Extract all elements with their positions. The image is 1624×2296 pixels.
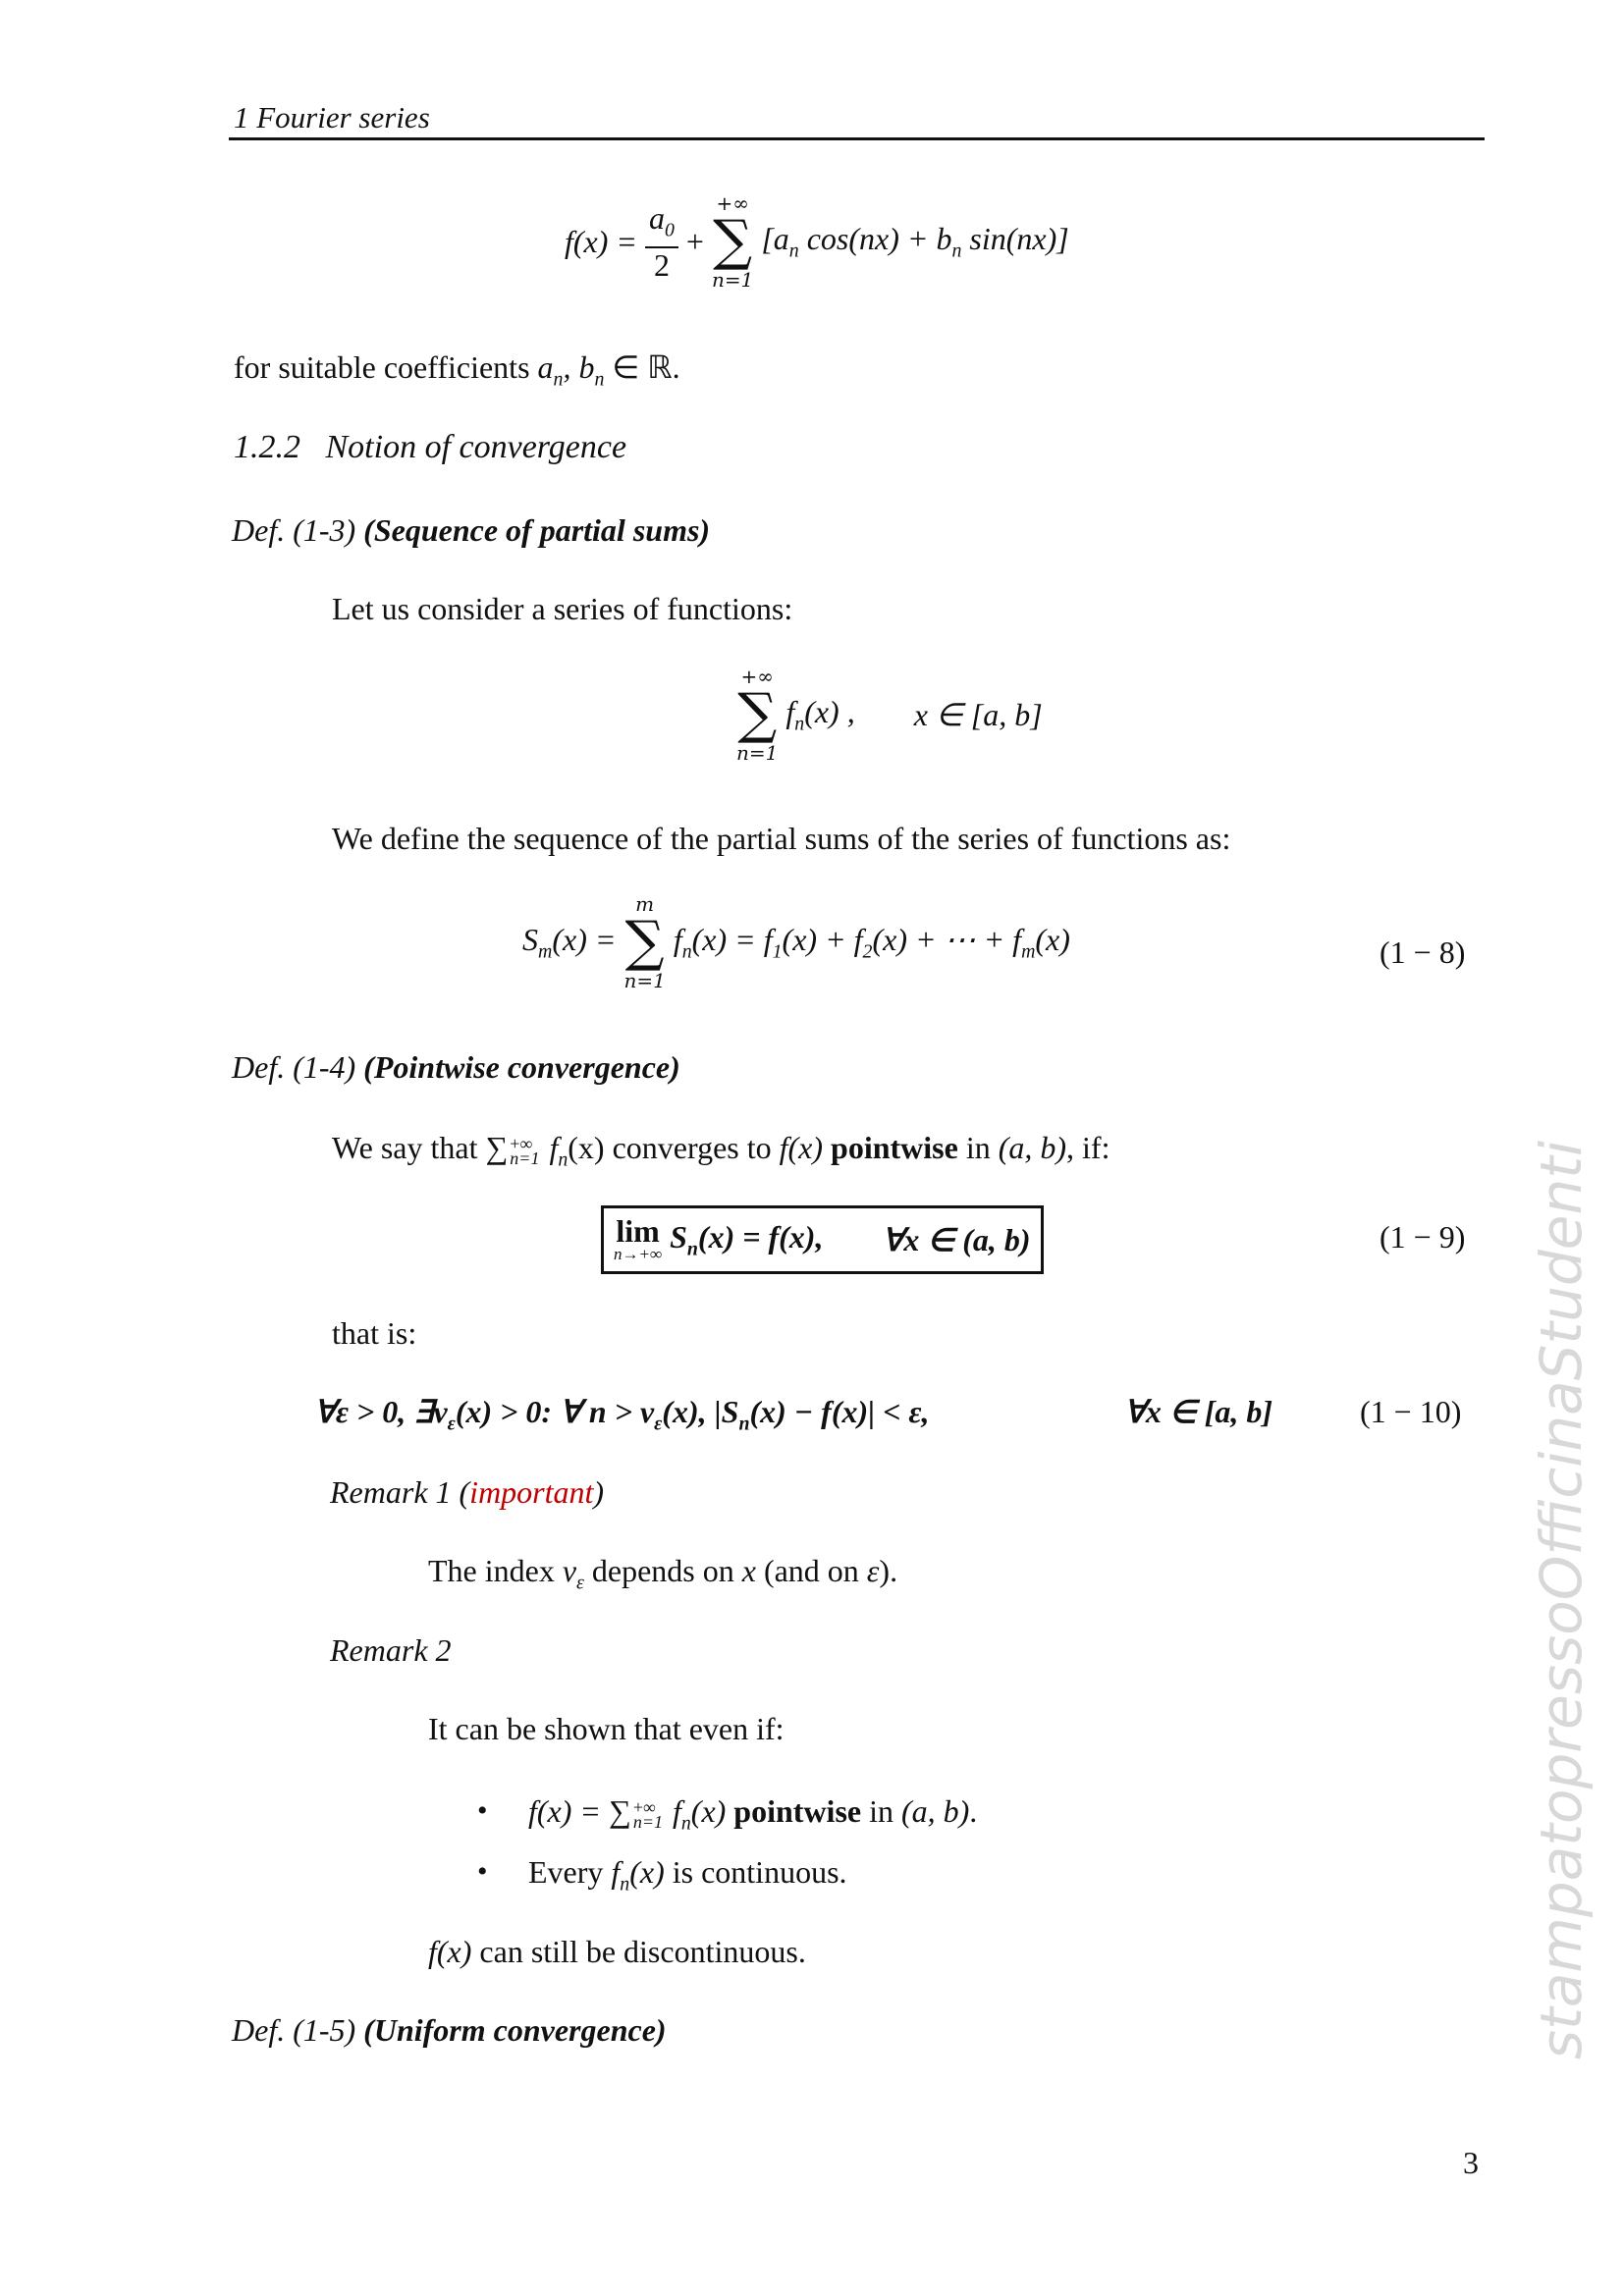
t: , b xyxy=(563,349,595,385)
t: (x) + ⋯ + f xyxy=(872,922,1022,958)
sigma-icon: ∑ xyxy=(713,209,753,273)
important-label: important xyxy=(469,1474,594,1510)
t: n xyxy=(681,940,692,963)
t: n xyxy=(686,1238,698,1260)
t: ε xyxy=(447,1413,456,1435)
running-header: 1 Fourier series xyxy=(234,100,430,134)
t: (x) = f xyxy=(691,922,773,958)
t: Def. (1-5) xyxy=(232,2012,364,2048)
t: n xyxy=(553,368,564,391)
t: ∑ xyxy=(485,1130,509,1165)
coefficients-line xyxy=(234,347,680,399)
summation xyxy=(712,192,753,291)
t: cos(nx) + b xyxy=(798,220,952,256)
t: for suitable coefficients xyxy=(234,349,538,385)
frac-num: a xyxy=(649,199,665,236)
section-title: Notion of convergence xyxy=(325,429,627,465)
t: S xyxy=(522,921,538,957)
bullet-icon: • xyxy=(477,1794,488,1827)
t: 2 xyxy=(862,940,873,963)
t: (Sequence of partial sums) xyxy=(363,512,711,548)
t: ε xyxy=(866,1553,880,1588)
t: f xyxy=(611,1854,621,1890)
t: m xyxy=(1021,940,1036,963)
t: We say that xyxy=(332,1130,486,1165)
t: , if: xyxy=(1066,1130,1110,1165)
remark-1-heading xyxy=(330,1472,604,1512)
t: +∞ xyxy=(510,1133,533,1153)
epsilon-definition xyxy=(314,1392,930,1443)
t: n xyxy=(558,1148,568,1171)
t: The index xyxy=(428,1553,563,1588)
t: f xyxy=(541,1130,559,1165)
equation-fourier-fraction xyxy=(645,201,678,282)
definition-1-5 xyxy=(232,2010,667,2050)
sum-upper: +∞ xyxy=(716,191,749,215)
t: (a, b) xyxy=(900,1793,970,1829)
sum-upper: m xyxy=(635,892,655,916)
t: Def. (1-3) xyxy=(232,512,364,548)
t: n xyxy=(594,368,605,391)
equation-fourier-lhs: f(x) = xyxy=(565,223,637,259)
t: (x) xyxy=(690,1793,734,1829)
t: n xyxy=(788,240,799,262)
t: (x) = f(x), xyxy=(697,1218,824,1255)
partial-sum-rhs xyxy=(674,921,1070,963)
t: ε xyxy=(654,1413,663,1435)
equation-partial-sums xyxy=(522,893,1070,991)
t: is continuous. xyxy=(664,1854,847,1890)
series-domain: x ∈ [a, b] xyxy=(913,697,1043,732)
t: n xyxy=(951,240,962,262)
equation-series xyxy=(729,666,1043,764)
limit-subscript: n→+∞ xyxy=(614,1245,663,1263)
t: n xyxy=(680,1812,691,1835)
t: x xyxy=(741,1553,756,1588)
t: [a xyxy=(761,220,789,256)
t: v xyxy=(562,1553,577,1588)
sum-upper: +∞ xyxy=(740,665,774,688)
t: ε xyxy=(576,1572,584,1594)
sigma-icon: ∑ xyxy=(624,910,665,974)
t: f xyxy=(785,693,795,729)
t: (x) > 0: ∀ n > v xyxy=(455,1394,655,1429)
definition-1-3 xyxy=(232,510,710,550)
definition-1-4 xyxy=(232,1047,680,1087)
t: . xyxy=(969,1793,978,1829)
t: (x) , xyxy=(804,693,855,729)
frac-den: 2 xyxy=(653,247,670,284)
frac-num-sub: 0 xyxy=(665,219,675,241)
t: Every xyxy=(528,1854,612,1890)
boxed-equation xyxy=(601,1205,1044,1274)
bullet-icon: • xyxy=(477,1855,488,1888)
t: n xyxy=(620,1873,630,1896)
limit-body xyxy=(670,1219,823,1260)
t: pointwise xyxy=(733,1793,862,1829)
t: a xyxy=(537,349,554,385)
remark-2-heading: Remark 2 xyxy=(330,1632,452,1668)
sum-lower: n=1 xyxy=(736,741,779,765)
t: (x) converges to xyxy=(568,1130,780,1165)
t: (a, b) xyxy=(998,1130,1067,1165)
list-item xyxy=(528,1852,847,1903)
sum-lower: n=1 xyxy=(711,268,754,292)
t: (Pointwise convergence) xyxy=(363,1049,680,1085)
t: (x) + f xyxy=(782,922,863,958)
limit-operator-group xyxy=(614,1213,663,1263)
t: n xyxy=(794,713,805,735)
t: Def. (1-4) xyxy=(232,1049,364,1085)
section-heading xyxy=(234,428,626,467)
t: f(x) = ∑ xyxy=(528,1793,631,1829)
t: (x) − f(x)| < ε, xyxy=(749,1394,930,1429)
paragraph-index xyxy=(428,1551,897,1602)
t: (x) xyxy=(1035,922,1070,958)
t: n xyxy=(738,1413,750,1435)
t: (Uniform convergence) xyxy=(363,2012,667,2048)
epsilon-domain: ∀x ∈ [a, b] xyxy=(1124,1394,1273,1429)
t: 1 xyxy=(772,940,783,963)
plus: + xyxy=(685,223,704,259)
header-rule xyxy=(229,137,1485,140)
sum-lower: n=1 xyxy=(623,969,666,992)
paragraph-that-is: that is: xyxy=(332,1315,417,1351)
paragraph-shown: It can be shown that even if: xyxy=(428,1711,785,1746)
series-term xyxy=(785,694,854,735)
t: sin(nx)] xyxy=(961,220,1069,256)
section-number: 1.2.2 xyxy=(234,429,300,465)
t: (x), |S xyxy=(662,1394,739,1429)
equation-number: (1 − 8) xyxy=(1380,934,1466,970)
t: ∈ ℝ. xyxy=(604,349,680,385)
equation-number: (1 − 10) xyxy=(1360,1394,1462,1429)
sigma-icon: ∑ xyxy=(737,682,778,746)
page-number: 3 xyxy=(1463,2145,1479,2180)
paragraph-pointwise xyxy=(332,1128,1110,1179)
t: f xyxy=(664,1793,681,1829)
t: Remark 1 ( xyxy=(330,1474,470,1510)
t: (and on xyxy=(755,1553,867,1588)
t: (x) xyxy=(629,1854,665,1890)
watermark: stampatopressoOfficinaStudenti xyxy=(1528,1140,1595,2060)
equation-fourier-body xyxy=(761,221,1068,262)
t: f(x) xyxy=(779,1130,832,1165)
t: f xyxy=(673,922,682,958)
t: n=1 xyxy=(510,1148,540,1168)
t: +∞ xyxy=(632,1796,656,1817)
t: pointwise xyxy=(831,1130,958,1165)
list-item xyxy=(528,1791,977,1842)
t: in xyxy=(861,1793,901,1829)
partial-sum-lhs xyxy=(522,922,616,963)
summation xyxy=(736,666,778,764)
t: ). xyxy=(879,1553,898,1588)
limit-domain: ∀x ∈ (a, b) xyxy=(882,1222,1031,1257)
t: (x) = xyxy=(552,921,617,957)
t: n=1 xyxy=(632,1811,663,1832)
t: ) xyxy=(593,1474,605,1510)
t: depends on xyxy=(583,1553,742,1588)
equation-number: (1 − 9) xyxy=(1380,1219,1466,1255)
t: ∀ε > 0, ∃v xyxy=(314,1394,448,1429)
equation-fourier xyxy=(565,192,1069,291)
summation xyxy=(623,893,665,991)
t: S xyxy=(670,1218,687,1255)
limit-operator: lim xyxy=(616,1213,660,1249)
t: m xyxy=(538,940,553,963)
t: f(x) xyxy=(428,1934,472,1969)
paragraph-define: We define the sequence of the partial sums of the series of functions as: xyxy=(332,821,1231,856)
paragraph-consider: Let us consider a series of functions: xyxy=(332,591,793,626)
paragraph-discontinuous xyxy=(428,1932,806,1971)
t: in xyxy=(957,1130,999,1165)
t: can still be discontinuous. xyxy=(471,1934,806,1969)
